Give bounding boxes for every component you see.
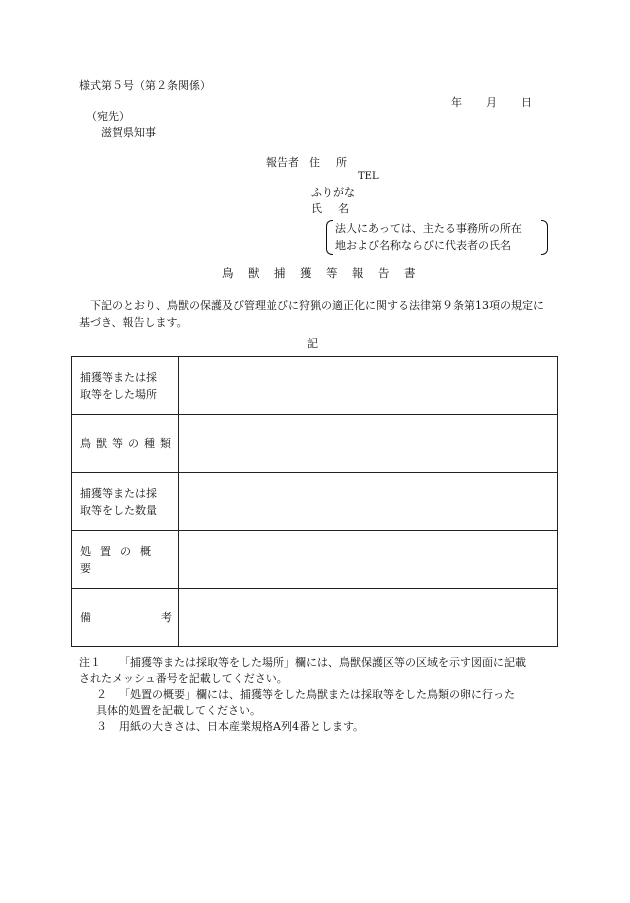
label-remarks-2: 考 [161, 611, 172, 624]
label-species: 鳥獣等の種類 [72, 415, 179, 473]
tel-label: TEL [358, 171, 379, 182]
note-number: ２ [96, 688, 107, 701]
note-continuation: されたメッシュ番号を記載してください。 [79, 672, 288, 685]
note-item [79, 719, 559, 735]
bracket-right [541, 220, 548, 255]
label-remarks-1: 備 [80, 611, 91, 624]
table-row [72, 357, 558, 415]
date-month: 月 [486, 96, 497, 109]
table-row [72, 415, 558, 473]
date-day: 日 [521, 96, 532, 109]
addressee-prefix: （宛先） [86, 110, 130, 123]
table-row [72, 473, 558, 531]
table-row [72, 531, 558, 589]
table-row [72, 589, 558, 647]
label-line: 捕獲等または採 [80, 370, 157, 384]
note-text: 用紙の大きさは、日本産業規格A列4番とします。 [119, 720, 365, 733]
corp-note-line2: 地および名称ならびに代表者の氏名 [335, 239, 511, 252]
body-text: 下記のとおり、鳥獣の保護及び管理並びに狩猟の適正化に関する法律第９条第13項の規定に基づき、報告します。 [79, 299, 544, 329]
label-remarks [72, 589, 179, 647]
note-text: 「処置の概要」欄には、捕獲等をした鳥獣または採取等をした鳥類の卵に行った [119, 688, 515, 701]
ki-heading: 記 [307, 337, 318, 350]
date-line [451, 97, 532, 108]
field-remarks[interactable] [179, 589, 558, 647]
furigana-label: ふりがな [311, 186, 355, 199]
label-capture-place [72, 357, 179, 415]
label-line: 取等をした数量 [80, 503, 157, 517]
label-line: 捕獲等または採 [80, 486, 157, 500]
label-disposal-summary: 処置の概要 [72, 531, 179, 589]
bracket-left [326, 220, 333, 255]
note-number: 注１ [79, 656, 101, 669]
notes [79, 655, 559, 735]
addressee-name: 滋賀県知事 [101, 126, 156, 139]
label-line: 取等をした場所 [80, 387, 157, 401]
address-label: 住所 [309, 156, 363, 169]
note-text: 「捕獲等または採取等をした場所」欄には、鳥獣保護区等の区域を示す図面に記載 [119, 656, 526, 669]
form-number: 様式第５号（第２条関係） [79, 79, 211, 92]
page-title: 鳥獣捕獲等報告書 [222, 266, 430, 280]
reporter-label: 報告者 [266, 156, 299, 169]
field-capture-place[interactable] [179, 357, 558, 415]
field-species[interactable] [179, 415, 558, 473]
note-item [79, 687, 559, 703]
date-year: 年 [451, 96, 462, 109]
name-label: 氏名 [311, 202, 365, 215]
corp-note-line1: 法人にあっては、主たる事務所の所在 [335, 222, 522, 235]
note-continuation: 具体的処置を記載してください。 [96, 704, 261, 717]
label-capture-quantity [72, 473, 179, 531]
field-disposal-summary[interactable] [179, 531, 558, 589]
field-capture-quantity[interactable] [179, 473, 558, 531]
note-number: ３ [96, 720, 107, 733]
note-item [79, 655, 559, 671]
report-table [71, 356, 558, 647]
corporation-note [326, 220, 548, 255]
